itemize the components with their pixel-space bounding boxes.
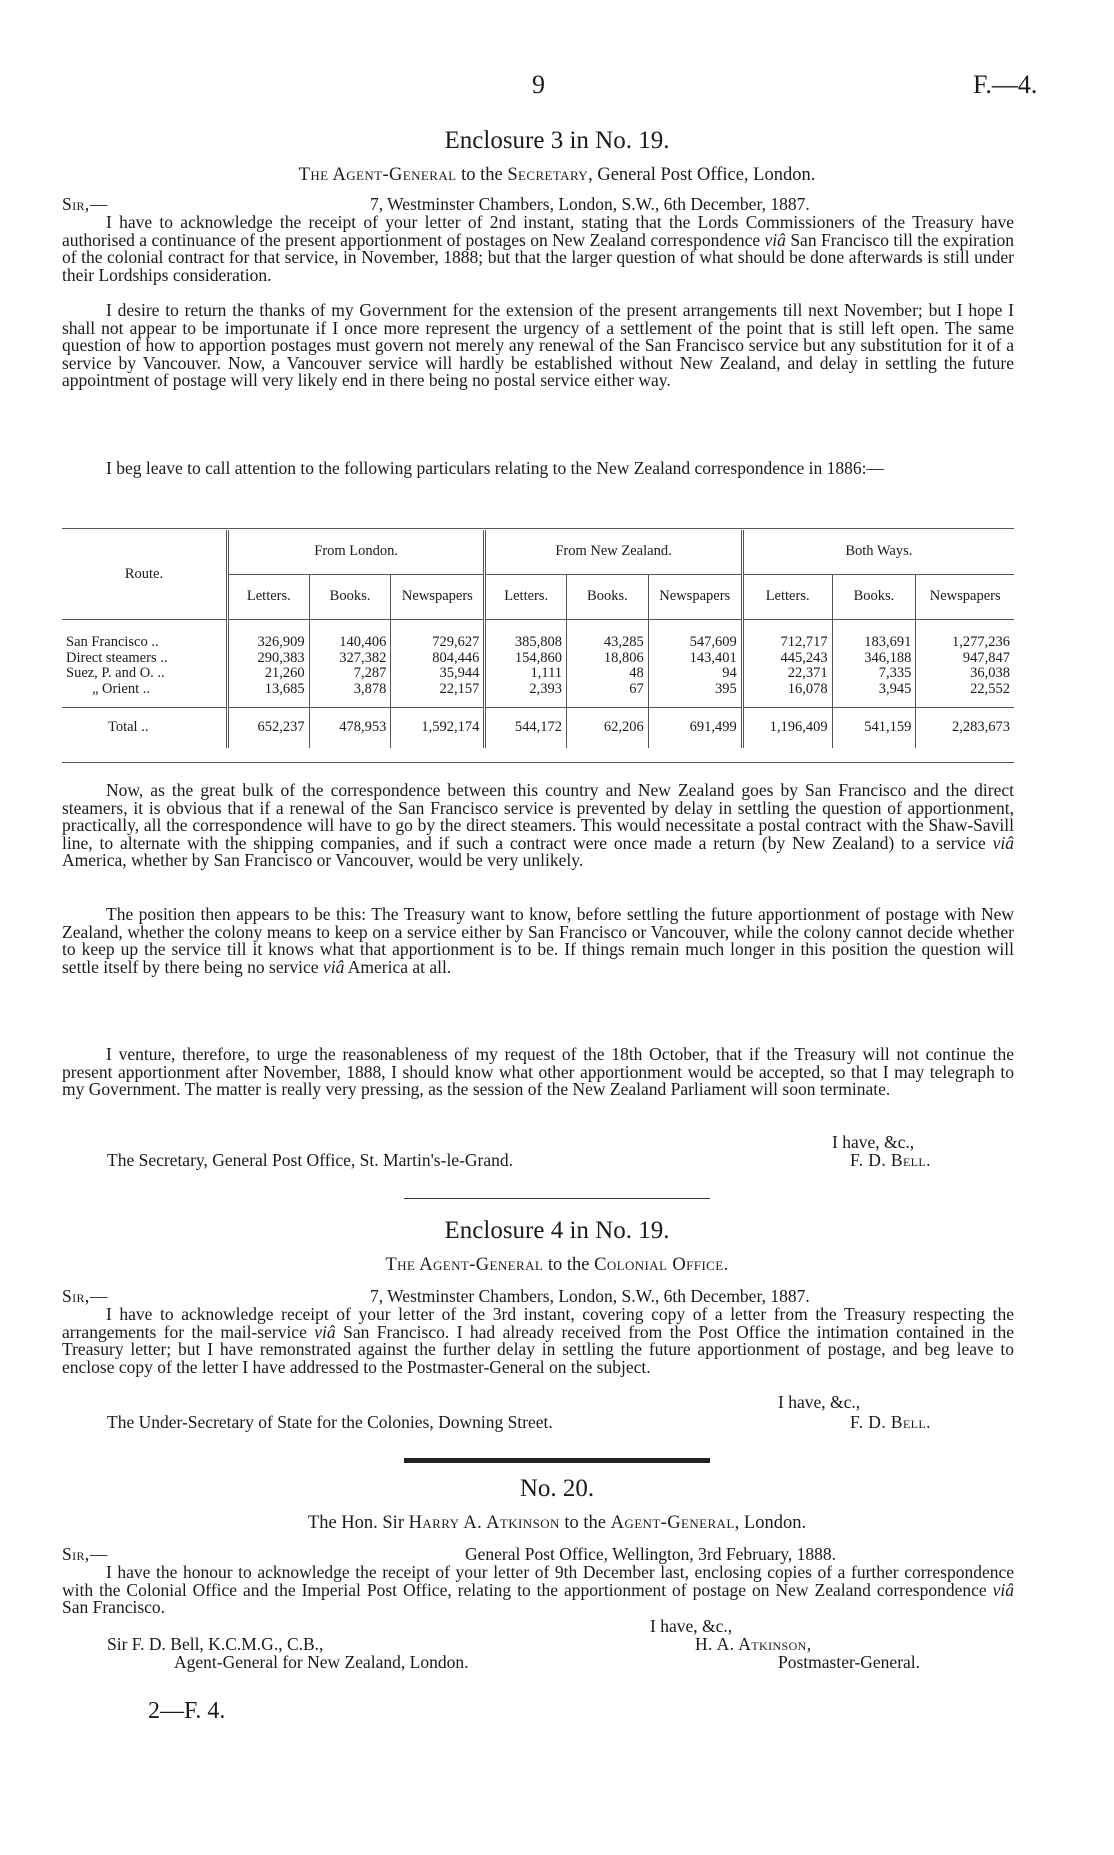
paragraph: I desire to return the thanks of my Government for the extension of the present arrangements till next November; but I hope I shall not appear to be importunate if I once more represent the urgency of a settlement of the point that is still left open. The same question of how to apportion postages must govern not merely any renewal of the San Francisco service but any substitution for it of a service by Vancouver. Now, a Vancouver service will hardly be established without New Zealand, and delay in settling the future appointment of postage will very likely end in there being no postal service either way. bbox=[62, 300, 1014, 391]
value-cell: 947,847 bbox=[916, 651, 1014, 667]
column-header: Books. bbox=[567, 575, 649, 620]
letter-20-subheading bbox=[0, 1515, 1114, 1533]
value-cell: 1,277,236 bbox=[916, 620, 1014, 651]
addressee-line: Sir F. D. Bell, K.C.M.G., C.B., bbox=[107, 1634, 324, 1654]
table-row bbox=[62, 666, 1014, 682]
salutation: Sir,— bbox=[62, 1286, 108, 1306]
value-cell: 7,335 bbox=[832, 666, 916, 682]
table-top-rule bbox=[62, 528, 1014, 529]
group-header: From London. bbox=[227, 530, 484, 575]
letter-recipient: The Secretary, General Post Office, St. Martin's-le-Grand. bbox=[107, 1150, 514, 1170]
paragraph: I beg leave to call attention to the following particulars relating to the New Zealand correspondence in 1886:— bbox=[106, 458, 884, 478]
value-cell: 729,627 bbox=[391, 620, 485, 651]
value-cell: 7,287 bbox=[309, 666, 391, 682]
column-header: Newspapers bbox=[916, 575, 1014, 620]
value-cell: 183,691 bbox=[832, 620, 916, 651]
group-header: Both Ways. bbox=[742, 530, 1014, 575]
value-cell: 346,188 bbox=[832, 651, 916, 667]
value-cell: 140,406 bbox=[309, 620, 391, 651]
value-cell: 385,808 bbox=[485, 620, 567, 651]
value-cell: 445,243 bbox=[742, 651, 832, 667]
value-cell: 22,552 bbox=[916, 682, 1014, 708]
value-cell: 327,382 bbox=[309, 651, 391, 667]
recipient-title: Colonial Office. bbox=[594, 1255, 729, 1275]
value-cell: 326,909 bbox=[227, 620, 309, 651]
value-cell: 36,038 bbox=[916, 666, 1014, 682]
letter-recipient: The Under-Secretary of State for the Colonies, Downing Street. bbox=[107, 1412, 553, 1432]
page-number: 9 bbox=[532, 70, 545, 99]
column-header: Letters. bbox=[485, 575, 567, 620]
value-cell: 3,945 bbox=[832, 682, 916, 708]
value-cell: 2,393 bbox=[485, 682, 567, 708]
value-cell: 22,371 bbox=[742, 666, 832, 682]
paragraph: The position then appears to be this: The Treasury want to know, before settling the future apportionment of postage with New Zealand, whether the colony means to keep on a service either by San Francisco or Vancouver, while the colony cannot decide whether to keep up the service till it knows what that apportionment is to be. If things remain much longer in this position the question will settle itself by there being no service viâ America at all. bbox=[62, 904, 1014, 977]
column-header: Letters. bbox=[742, 575, 832, 620]
salutation: Sir,— bbox=[62, 1544, 108, 1564]
salutation: Sir,— bbox=[62, 194, 108, 214]
value-cell: 547,609 bbox=[648, 620, 742, 651]
total-cell: 691,499 bbox=[648, 708, 742, 749]
value-cell: 395 bbox=[648, 682, 742, 708]
signature: F. D. Bell. bbox=[850, 1150, 931, 1170]
column-header: Newspapers bbox=[391, 575, 485, 620]
value-cell: 1,111 bbox=[485, 666, 567, 682]
value-cell: 13,685 bbox=[227, 682, 309, 708]
signer-name: H. A. Atkinson, bbox=[695, 1634, 812, 1654]
to-word: to the bbox=[547, 1255, 590, 1275]
value-cell: 712,717 bbox=[742, 620, 832, 651]
total-label: Total .. bbox=[62, 708, 227, 749]
closing: I have, &c., bbox=[832, 1132, 915, 1152]
value-cell: 154,860 bbox=[485, 651, 567, 667]
letter-20-title: No. 20. bbox=[519, 1475, 595, 1502]
value-cell: 143,401 bbox=[648, 651, 742, 667]
signature: F. D. Bell. bbox=[850, 1412, 931, 1432]
to-word: to the bbox=[461, 165, 503, 185]
recipient-title: Agent-General bbox=[610, 1513, 735, 1533]
value-cell: 3,878 bbox=[309, 682, 391, 708]
letter-address: General Post Office, Wellington, 3rd February, 1888. bbox=[465, 1544, 837, 1564]
column-header: Books. bbox=[832, 575, 916, 620]
value-cell: 67 bbox=[567, 682, 649, 708]
paragraph: I have the honour to acknowledge the receipt of your letter of 9th December last, enclosing copies of a further correspondence with the Colonial Office and the Imperial Post Office, relating to the apportionment of postage on New Zealand correspondence viâ San Francisco. bbox=[62, 1562, 1014, 1618]
value-cell: 21,260 bbox=[227, 666, 309, 682]
letter-address: 7, Westminster Chambers, London, S.W., 6th December, 1887. bbox=[370, 194, 810, 214]
value-cell: 22,157 bbox=[391, 682, 485, 708]
total-cell: 62,206 bbox=[567, 708, 649, 749]
paragraph: I have to acknowledge the receipt of your letter of 2nd instant, stating that the Lords Commissioners of the Treasury have authorised a continuance of the present apportionment of postages on New Zealand correspondence viâ San Francisco till the expiration of the colonial contract for that service, in November, 1888; but that the larger question of what should be done afterwards is still under their Lordships consideration. bbox=[62, 212, 1014, 285]
value-cell: 35,944 bbox=[391, 666, 485, 682]
total-cell: 1,592,174 bbox=[391, 708, 485, 749]
enclosure-4-subheading bbox=[0, 1257, 1114, 1275]
value-cell: 48 bbox=[567, 666, 649, 682]
sender: The Agent-General bbox=[385, 1255, 544, 1275]
to-word: to the bbox=[564, 1513, 607, 1533]
sender: Harry A. Atkinson bbox=[408, 1513, 560, 1533]
column-header: Newspapers bbox=[648, 575, 742, 620]
route-cell: „ Orient .. bbox=[92, 680, 150, 697]
sender: The Agent-General bbox=[298, 165, 457, 185]
paragraph: Now, as the great bulk of the correspondence between this country and New Zealand goes by San Francisco and the direct steamers, it is obvious that if a renewal of the San Francisco service is prevented by delay in settling the question of apportionment, practically, all the correspondence will have to go by the direct steamers. This would necessitate a postal contract with the Shaw-Savill line, to alternate with the shipping companies, and if such a contract were once made a return (by New Zealand) to a service viâ America, whether by San Francisco or Vancouver, would be very unlikely. bbox=[62, 780, 1014, 871]
sender-prefix: The Hon. Sir bbox=[307, 1513, 404, 1533]
group-header: From New Zealand. bbox=[485, 530, 742, 575]
recipient-title: Secretary bbox=[507, 165, 589, 185]
section-divider-heavy bbox=[404, 1458, 710, 1463]
enclosure-3-title: Enclosure 3 in No. 19. bbox=[444, 127, 670, 154]
value-cell: 18,806 bbox=[567, 651, 649, 667]
table-row bbox=[62, 651, 1014, 667]
letter-address: 7, Westminster Chambers, London, S.W., 6th December, 1887. bbox=[370, 1286, 810, 1306]
section-divider bbox=[404, 1198, 710, 1199]
total-cell: 478,953 bbox=[309, 708, 391, 749]
document-reference: F.—4. bbox=[973, 70, 1038, 99]
column-header: Books. bbox=[309, 575, 391, 620]
total-cell: 1,196,409 bbox=[742, 708, 832, 749]
value-cell: 94 bbox=[648, 666, 742, 682]
total-cell: 541,159 bbox=[832, 708, 916, 749]
total-cell: 652,237 bbox=[227, 708, 309, 749]
route-cell: Suez, P. and O. .. bbox=[66, 665, 165, 681]
total-cell: 2,283,673 bbox=[916, 708, 1014, 749]
column-header-route: Route. bbox=[62, 530, 227, 620]
value-cell: 290,383 bbox=[227, 651, 309, 667]
value-cell: 804,446 bbox=[391, 651, 485, 667]
signature-mark: 2—F. 4. bbox=[148, 1698, 226, 1724]
value-cell: 43,285 bbox=[567, 620, 649, 651]
correspondence-table bbox=[62, 530, 1014, 748]
recipient-rest: , General Post Office, London. bbox=[588, 165, 816, 185]
table-row bbox=[62, 620, 1014, 651]
total-cell: 544,172 bbox=[485, 708, 567, 749]
signer-title: Postmaster-General. bbox=[778, 1652, 921, 1672]
paragraph: I venture, therefore, to urge the reasonableness of my request of the 18th October, that if the Treasury will not continue the present apportionment after November, 1888, I should know what other apportionment would be accepted, so that I may telegraph to my Government. The matter is really very pressing, as the session of the New Zealand Parliament will soon terminate. bbox=[62, 1044, 1014, 1100]
column-header: Letters. bbox=[227, 575, 309, 620]
route-cell: Direct steamers .. bbox=[66, 649, 168, 666]
value-cell: 16,078 bbox=[742, 682, 832, 708]
paragraph: I have to acknowledge receipt of your letter of the 3rd instant, covering copy of a letter from the Treasury respecting the arrangements for the mail-service viâ San Francisco. I had already received from the Post Office the intimation contained in the Treasury letter; but I have remonstrated against the further delay in settling the future apportionment of postage, and beg leave to enclose copy of the letter I have addressed to the Postmaster-General on the subject. bbox=[62, 1304, 1014, 1377]
enclosure-3-subheading bbox=[0, 167, 1114, 185]
addressee-line: Agent-General for New Zealand, London. bbox=[174, 1652, 469, 1672]
route-cell: San Francisco .. bbox=[66, 634, 159, 650]
closing: I have, &c., bbox=[778, 1392, 861, 1412]
enclosure-4-title: Enclosure 4 in No. 19. bbox=[444, 1217, 670, 1244]
table-total-row bbox=[62, 708, 1014, 749]
closing: I have, &c., bbox=[650, 1616, 733, 1636]
table-bottom-rule bbox=[62, 762, 1014, 763]
table-row bbox=[62, 682, 1014, 708]
recipient-rest: , London. bbox=[734, 1513, 807, 1533]
